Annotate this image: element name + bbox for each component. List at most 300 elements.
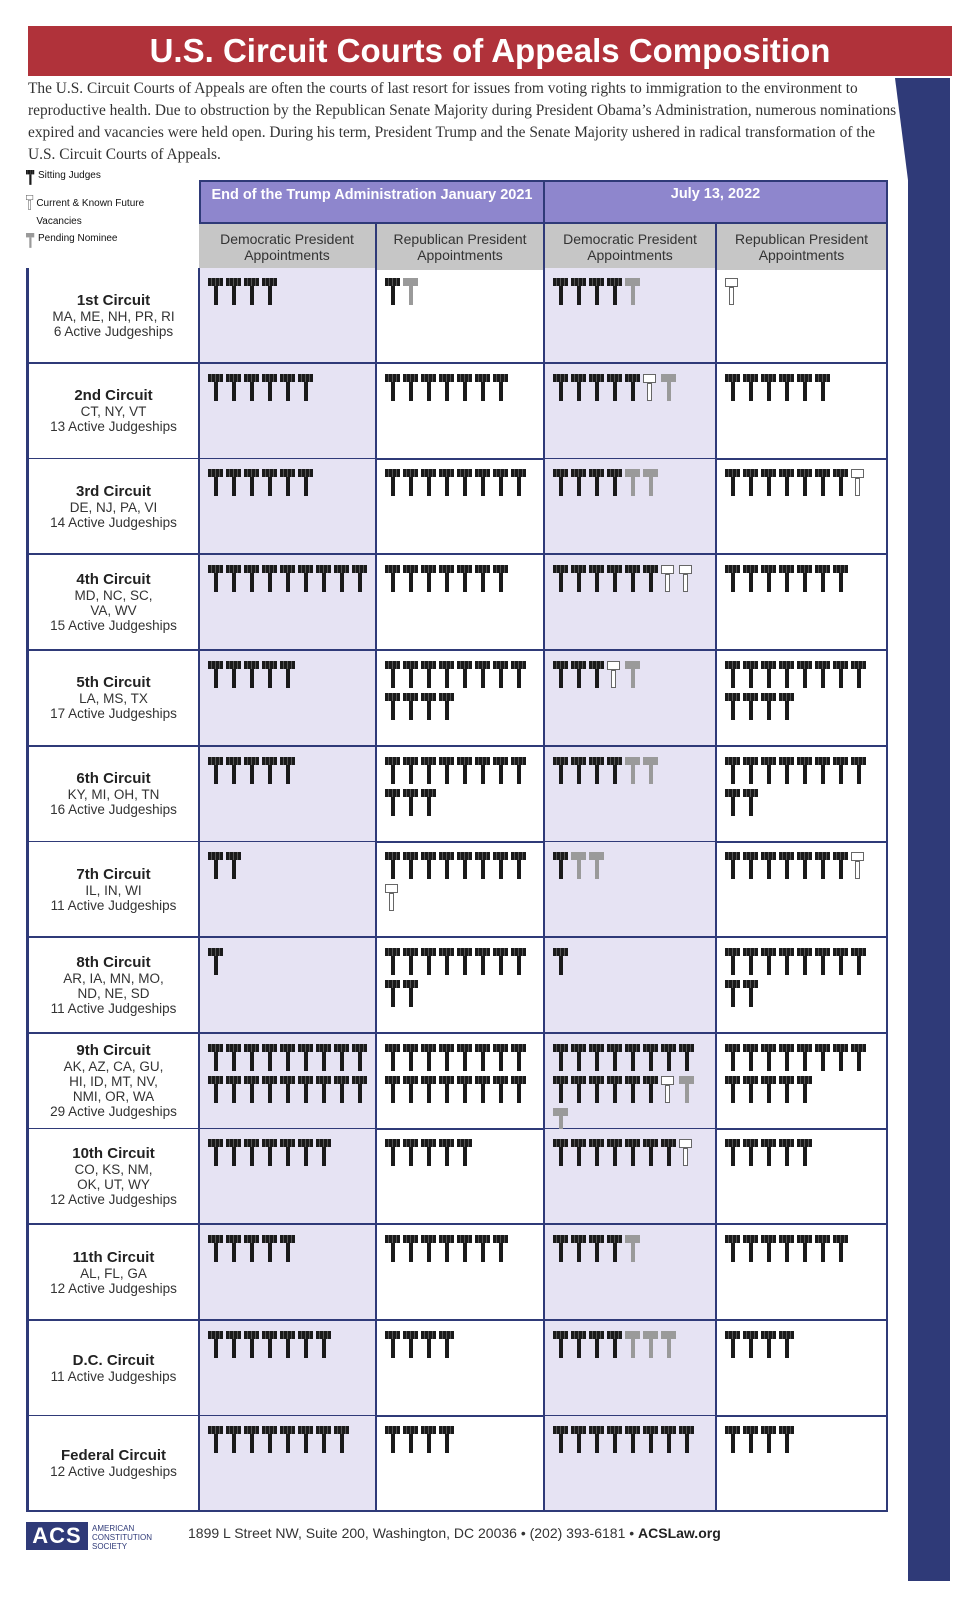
gavel-group xyxy=(208,1426,371,1454)
gavel-icon xyxy=(761,1331,777,1359)
gavel-icon xyxy=(403,693,419,721)
gavel-icon xyxy=(280,1044,296,1072)
circuit-row xyxy=(26,364,888,460)
gavel-icon xyxy=(208,661,224,689)
gavel-icon xyxy=(493,1076,509,1104)
gavel-icon xyxy=(457,374,473,402)
gavel-icon xyxy=(208,1044,224,1072)
gavel-icon xyxy=(493,661,509,689)
circuit-states: HI, ID, MT, NV, xyxy=(69,1074,158,1090)
navy-side-band xyxy=(908,78,950,1581)
gavel-icon xyxy=(743,948,759,976)
gavel-icon xyxy=(725,1331,741,1359)
circuit-label xyxy=(26,747,200,843)
gavel-icon xyxy=(208,469,224,497)
circuit-states: CT, NY, VT xyxy=(80,404,147,420)
gavel-icon xyxy=(589,1139,605,1167)
gavel-icon xyxy=(385,1139,401,1167)
gavel-icon xyxy=(334,565,350,593)
gavel-icon xyxy=(493,1044,509,1072)
gavel-icon xyxy=(439,469,455,497)
circuit-label xyxy=(26,938,200,1034)
gavel-icon xyxy=(815,1044,831,1072)
gavel-icon xyxy=(851,948,867,976)
gavel-icon xyxy=(553,1044,569,1072)
gavel-icon xyxy=(421,1235,437,1263)
gavel-icon xyxy=(226,661,242,689)
circuit-judgeships: 15 Active Judgeships xyxy=(50,618,177,634)
gavel-icon xyxy=(725,948,741,976)
cell-dem-2021 xyxy=(200,1321,377,1417)
cell-dem-2021 xyxy=(200,842,377,938)
cell-rep-2022 xyxy=(717,268,888,364)
cell-rep-2021 xyxy=(377,1225,545,1321)
gavel-icon xyxy=(385,1426,401,1454)
gavel-icon xyxy=(571,1139,587,1167)
gavel-outline-icon xyxy=(851,852,867,880)
gavel-group xyxy=(553,757,711,785)
gavel-icon xyxy=(226,374,242,402)
circuit-row xyxy=(26,555,888,651)
circuit-name: 4th Circuit xyxy=(76,571,151,589)
acs-logo-text: ACS xyxy=(32,1523,82,1548)
circuit-label xyxy=(26,1129,200,1225)
gavel-icon xyxy=(475,374,491,402)
gavel-icon xyxy=(493,757,509,785)
gavel-icon xyxy=(421,1139,437,1167)
gavel-outline-icon xyxy=(679,565,695,593)
gavel-icon xyxy=(553,278,569,306)
gavel-icon xyxy=(725,565,741,593)
gavel-group xyxy=(208,661,371,689)
gavel-gray-icon xyxy=(661,1331,677,1359)
gavel-icon xyxy=(833,469,849,497)
gavel-icon xyxy=(421,1076,437,1104)
circuit-row xyxy=(26,1321,888,1417)
gavel-icon xyxy=(661,1426,677,1454)
cell-dem-2022 xyxy=(545,459,717,555)
gavel-group xyxy=(208,948,371,976)
circuit-judgeships: 14 Active Judgeships xyxy=(50,514,177,530)
circuit-label xyxy=(26,268,200,364)
cell-dem-2021 xyxy=(200,651,377,747)
gavel-icon xyxy=(244,661,260,689)
cell-dem-2022 xyxy=(545,1129,717,1225)
gavel-icon xyxy=(403,1139,419,1167)
gavel-gray-icon xyxy=(403,278,419,306)
gavel-icon xyxy=(761,565,777,593)
gavel-icon xyxy=(385,980,401,1008)
gavel-icon xyxy=(797,948,813,976)
cell-dem-2022 xyxy=(545,842,717,938)
gavel-icon xyxy=(244,374,260,402)
gavel-icon xyxy=(571,278,587,306)
gavel-icon xyxy=(643,1076,659,1104)
cell-rep-2021 xyxy=(377,1321,545,1417)
gavel-icon xyxy=(779,1139,795,1167)
gavel-icon xyxy=(262,1426,278,1454)
gavel-icon xyxy=(475,565,491,593)
gavel-icon xyxy=(571,1235,587,1263)
gavel-icon xyxy=(457,469,473,497)
gavel-icon xyxy=(403,789,419,817)
gavel-group xyxy=(725,1044,882,1104)
circuit-judgeships: 12 Active Judgeships xyxy=(50,1464,177,1480)
cell-dem-2022 xyxy=(545,555,717,651)
circuit-row xyxy=(26,1416,888,1512)
gavel-icon xyxy=(851,661,867,689)
gavel-icon xyxy=(262,1076,278,1104)
gavel-icon xyxy=(725,661,741,689)
circuit-states: ND, NE, SD xyxy=(77,985,150,1001)
cell-rep-2022 xyxy=(717,364,888,460)
gavel-icon xyxy=(779,661,795,689)
circuit-judgeships: 11 Active Judgeships xyxy=(50,1000,177,1016)
gavel-icon xyxy=(385,374,401,402)
circuit-states: AL, FL, GA xyxy=(80,1265,147,1281)
gavel-icon xyxy=(439,693,455,721)
gavel-icon xyxy=(851,1044,867,1072)
gavel-group xyxy=(208,278,371,306)
gavel-gray-icon xyxy=(625,1331,641,1359)
gavel-icon xyxy=(797,757,813,785)
gavel-icon xyxy=(797,1076,813,1104)
gavel-icon xyxy=(743,1044,759,1072)
gavel-icon xyxy=(226,1044,242,1072)
gavel-group xyxy=(725,948,882,1008)
gavel-icon xyxy=(403,757,419,785)
gavel-icon xyxy=(403,1076,419,1104)
gavel-icon xyxy=(262,469,278,497)
gavel-icon xyxy=(298,1076,314,1104)
gavel-icon xyxy=(385,1076,401,1104)
gavel-icon xyxy=(743,1331,759,1359)
gavel-gray-icon xyxy=(571,852,587,880)
gavel-icon xyxy=(725,980,741,1008)
gavel-icon xyxy=(385,278,401,306)
circuit-states: OK, UT, WY xyxy=(77,1177,150,1193)
circuit-row xyxy=(26,268,888,364)
circuit-label xyxy=(26,364,200,460)
gavel-group xyxy=(208,757,371,785)
gavel-outline-icon xyxy=(725,278,741,306)
gavel-icon xyxy=(475,852,491,880)
gavel-icon xyxy=(403,1044,419,1072)
cell-dem-2022 xyxy=(545,268,717,364)
gavel-icon xyxy=(226,1139,242,1167)
gavel-icon xyxy=(385,1235,401,1263)
gavel-icon xyxy=(725,852,741,880)
gavel-group xyxy=(553,948,711,976)
gavel-group xyxy=(385,565,539,593)
gavel-group xyxy=(208,1139,371,1167)
gavel-icon xyxy=(761,1139,777,1167)
gavel-icon xyxy=(385,789,401,817)
gavel-icon xyxy=(725,374,741,402)
circuit-judgeships: 11 Active Judgeships xyxy=(50,897,177,913)
gavel-icon xyxy=(743,374,759,402)
gavel-icon xyxy=(607,1139,623,1167)
gavel-icon xyxy=(457,565,473,593)
gavel-icon xyxy=(421,852,437,880)
gavel-icon xyxy=(403,1426,419,1454)
gavel-icon xyxy=(262,1235,278,1263)
header-trump-end: End of the Trump Administration January 2021 xyxy=(199,180,545,224)
legend-vacancy xyxy=(26,195,176,231)
gavel-icon xyxy=(833,757,849,785)
gavel-icon xyxy=(208,757,224,785)
circuit-name: 1st Circuit xyxy=(76,291,151,309)
subheader-dem-2022: Democratic President Appointments xyxy=(545,224,717,270)
cell-rep-2022 xyxy=(717,842,888,938)
gavel-icon xyxy=(475,661,491,689)
page-title: U.S. Circuit Courts of Appeals Composition xyxy=(28,26,952,76)
gavel-group xyxy=(725,661,882,721)
circuit-states: DE, NJ, PA, VI xyxy=(69,499,158,515)
gavel-icon xyxy=(208,1076,224,1104)
gavel-group xyxy=(385,469,539,497)
gavel-icon xyxy=(403,565,419,593)
gavel-icon xyxy=(316,1426,332,1454)
cell-rep-2022 xyxy=(717,938,888,1034)
circuit-row xyxy=(26,842,888,938)
circuit-label xyxy=(26,842,200,938)
gavel-icon xyxy=(779,1044,795,1072)
gavel-icon xyxy=(797,852,813,880)
gavel-group xyxy=(553,661,711,689)
gavel-icon xyxy=(625,374,641,402)
gavel-group xyxy=(385,948,539,1008)
gavel-icon xyxy=(493,852,509,880)
gavel-icon xyxy=(298,374,314,402)
gavel-icon xyxy=(298,565,314,593)
circuit-judgeships: 13 Active Judgeships xyxy=(50,419,177,435)
gavel-outline-icon xyxy=(851,469,867,497)
gavel-icon xyxy=(280,757,296,785)
gavel-icon xyxy=(493,948,509,976)
gavel-icon xyxy=(743,1426,759,1454)
gavel-icon xyxy=(298,469,314,497)
gavel-group xyxy=(385,1044,539,1104)
gavel-icon xyxy=(421,661,437,689)
cell-rep-2021 xyxy=(377,555,545,651)
gavel-icon xyxy=(385,469,401,497)
circuit-states: AK, AZ, CA, GU, xyxy=(63,1059,164,1075)
gavel-icon xyxy=(493,1235,509,1263)
gavel-group xyxy=(208,852,371,880)
gavel-group xyxy=(385,374,539,402)
gavel-group xyxy=(385,1235,539,1263)
legend-vacancy-label: Current & Known Future Vacancies xyxy=(36,198,145,227)
gavel-icon xyxy=(779,1076,795,1104)
circuit-states: KY, MI, OH, TN xyxy=(67,787,160,802)
gavel-icon xyxy=(511,469,527,497)
gavel-icon xyxy=(457,948,473,976)
circuit-name: Federal Circuit xyxy=(60,1447,167,1465)
circuit-states: MA, ME, NH, PR, RI xyxy=(52,308,175,324)
gavel-group xyxy=(208,469,371,497)
gavel-icon xyxy=(833,565,849,593)
gavel-icon xyxy=(208,565,224,593)
gavel-icon xyxy=(589,1235,605,1263)
gavel-icon xyxy=(571,1076,587,1104)
gavel-group xyxy=(553,278,711,306)
gavel-icon xyxy=(607,278,623,306)
gavel-icon xyxy=(743,757,759,785)
cell-rep-2021 xyxy=(377,747,545,843)
gavel-icon xyxy=(475,1044,491,1072)
gavel-icon xyxy=(761,661,777,689)
gavel-icon xyxy=(226,852,242,880)
gavel-group xyxy=(385,852,539,912)
circuit-name: 3rd Circuit xyxy=(75,482,151,500)
circuit-row xyxy=(26,459,888,555)
gavel-icon xyxy=(262,1331,278,1359)
gavel-icon xyxy=(571,1044,587,1072)
gavel-icon xyxy=(403,661,419,689)
gavel-icon xyxy=(511,1076,527,1104)
gavel-group xyxy=(385,1426,539,1454)
gavel-icon xyxy=(403,980,419,1008)
gavel-outline-icon xyxy=(661,1076,677,1104)
gavel-icon xyxy=(761,1044,777,1072)
gavel-icon xyxy=(421,789,437,817)
gavel-icon xyxy=(553,852,569,880)
gavel-group xyxy=(208,565,371,593)
gavel-icon xyxy=(457,1139,473,1167)
gavel-icon xyxy=(761,1426,777,1454)
circuit-judgeships: 17 Active Judgeships xyxy=(50,706,177,722)
gavel-icon xyxy=(589,1044,605,1072)
gavel-icon xyxy=(797,374,813,402)
subheader-rep-2022: Republican President Appointments xyxy=(717,224,888,270)
circuit-states: IL, IN, WI xyxy=(85,882,142,898)
gavel-icon xyxy=(475,948,491,976)
gavel-icon xyxy=(208,1235,224,1263)
gavel-icon xyxy=(385,661,401,689)
gavel-icon xyxy=(457,1044,473,1072)
gavel-icon xyxy=(226,278,242,306)
gavel-icon xyxy=(779,374,795,402)
gavel-group xyxy=(725,1235,882,1263)
gavel-icon xyxy=(743,469,759,497)
gavel-icon xyxy=(385,852,401,880)
gavel-icon xyxy=(851,757,867,785)
cell-dem-2021 xyxy=(200,938,377,1034)
gavel-icon xyxy=(571,1331,587,1359)
address-text: 1899 L Street NW, Suite 200, Washington, DC 20036 • (202) 393-6181 • xyxy=(188,1525,635,1541)
gavel-gray-icon xyxy=(625,1235,641,1263)
circuit-row xyxy=(26,1225,888,1321)
website-link[interactable]: ACSLaw.org xyxy=(638,1525,721,1541)
gavel-icon xyxy=(589,1076,605,1104)
gavel-icon xyxy=(553,1076,569,1104)
gavel-group xyxy=(208,1331,371,1359)
gavel-icon xyxy=(280,661,296,689)
gavel-icon xyxy=(385,565,401,593)
gavel-icon xyxy=(643,565,659,593)
gavel-icon xyxy=(833,1044,849,1072)
gavel-icon xyxy=(625,565,641,593)
gavel-icon xyxy=(439,1076,455,1104)
gavel-icon xyxy=(779,1331,795,1359)
gavel-group xyxy=(725,1139,882,1167)
cell-rep-2022 xyxy=(717,1129,888,1225)
gavel-icon xyxy=(797,661,813,689)
gavel-icon xyxy=(298,1426,314,1454)
gavel-group xyxy=(385,757,539,817)
subheader-rep-2021: Republican President Appointments xyxy=(377,224,545,270)
circuit-judgeships: 11 Active Judgeships xyxy=(50,1368,177,1384)
gavel-group xyxy=(208,1235,371,1263)
gavel-icon xyxy=(439,1426,455,1454)
gavel-group xyxy=(553,1331,711,1359)
gavel-icon xyxy=(761,1235,777,1263)
gavel-icon xyxy=(797,469,813,497)
gavel-group xyxy=(725,1331,882,1359)
gavel-icon xyxy=(439,1235,455,1263)
gavel-gray-icon xyxy=(679,1076,695,1104)
gavel-icon xyxy=(439,374,455,402)
gavel-icon xyxy=(208,1426,224,1454)
gavel-group xyxy=(553,852,711,880)
gavel-icon xyxy=(226,1235,242,1263)
footer-address xyxy=(188,1525,721,1541)
gavel-icon xyxy=(262,661,278,689)
gavel-icon xyxy=(385,757,401,785)
gavel-icon xyxy=(589,278,605,306)
acs-logo xyxy=(26,1522,88,1550)
gavel-icon xyxy=(779,852,795,880)
cell-dem-2022 xyxy=(545,1225,717,1321)
gavel-icon xyxy=(280,1139,296,1167)
gavel-group xyxy=(385,661,539,721)
gavel-outline-icon xyxy=(385,884,401,912)
gavel-icon xyxy=(244,1044,260,1072)
cell-dem-2022 xyxy=(545,747,717,843)
gavel-icon xyxy=(661,1044,677,1072)
legend-sitting xyxy=(26,170,101,198)
gavel-icon xyxy=(226,1076,242,1104)
cell-dem-2021 xyxy=(200,364,377,460)
gavel-group xyxy=(725,757,882,817)
gavel-icon xyxy=(589,469,605,497)
gavel-gray-icon xyxy=(625,757,641,785)
gavel-icon xyxy=(589,374,605,402)
gavel-icon xyxy=(421,469,437,497)
gavel-icon xyxy=(280,565,296,593)
gavel-icon xyxy=(553,1331,569,1359)
gavel-gray-icon xyxy=(643,469,659,497)
gavel-icon xyxy=(833,852,849,880)
gavel-icon xyxy=(457,661,473,689)
gavel-icon xyxy=(589,757,605,785)
gavel-icon xyxy=(553,469,569,497)
gavel-icon xyxy=(607,1044,623,1072)
gavel-icon xyxy=(457,1076,473,1104)
gavel-icon xyxy=(571,565,587,593)
gavel-gray-icon xyxy=(26,233,35,248)
gavel-gray-icon xyxy=(589,852,605,880)
gavel-icon xyxy=(262,374,278,402)
gavel-icon xyxy=(589,661,605,689)
cell-dem-2021 xyxy=(200,459,377,555)
gavel-icon xyxy=(571,661,587,689)
gavel-outline-icon xyxy=(607,661,623,689)
gavel-icon xyxy=(797,1139,813,1167)
gavel-icon xyxy=(439,565,455,593)
gavel-icon xyxy=(607,1426,623,1454)
